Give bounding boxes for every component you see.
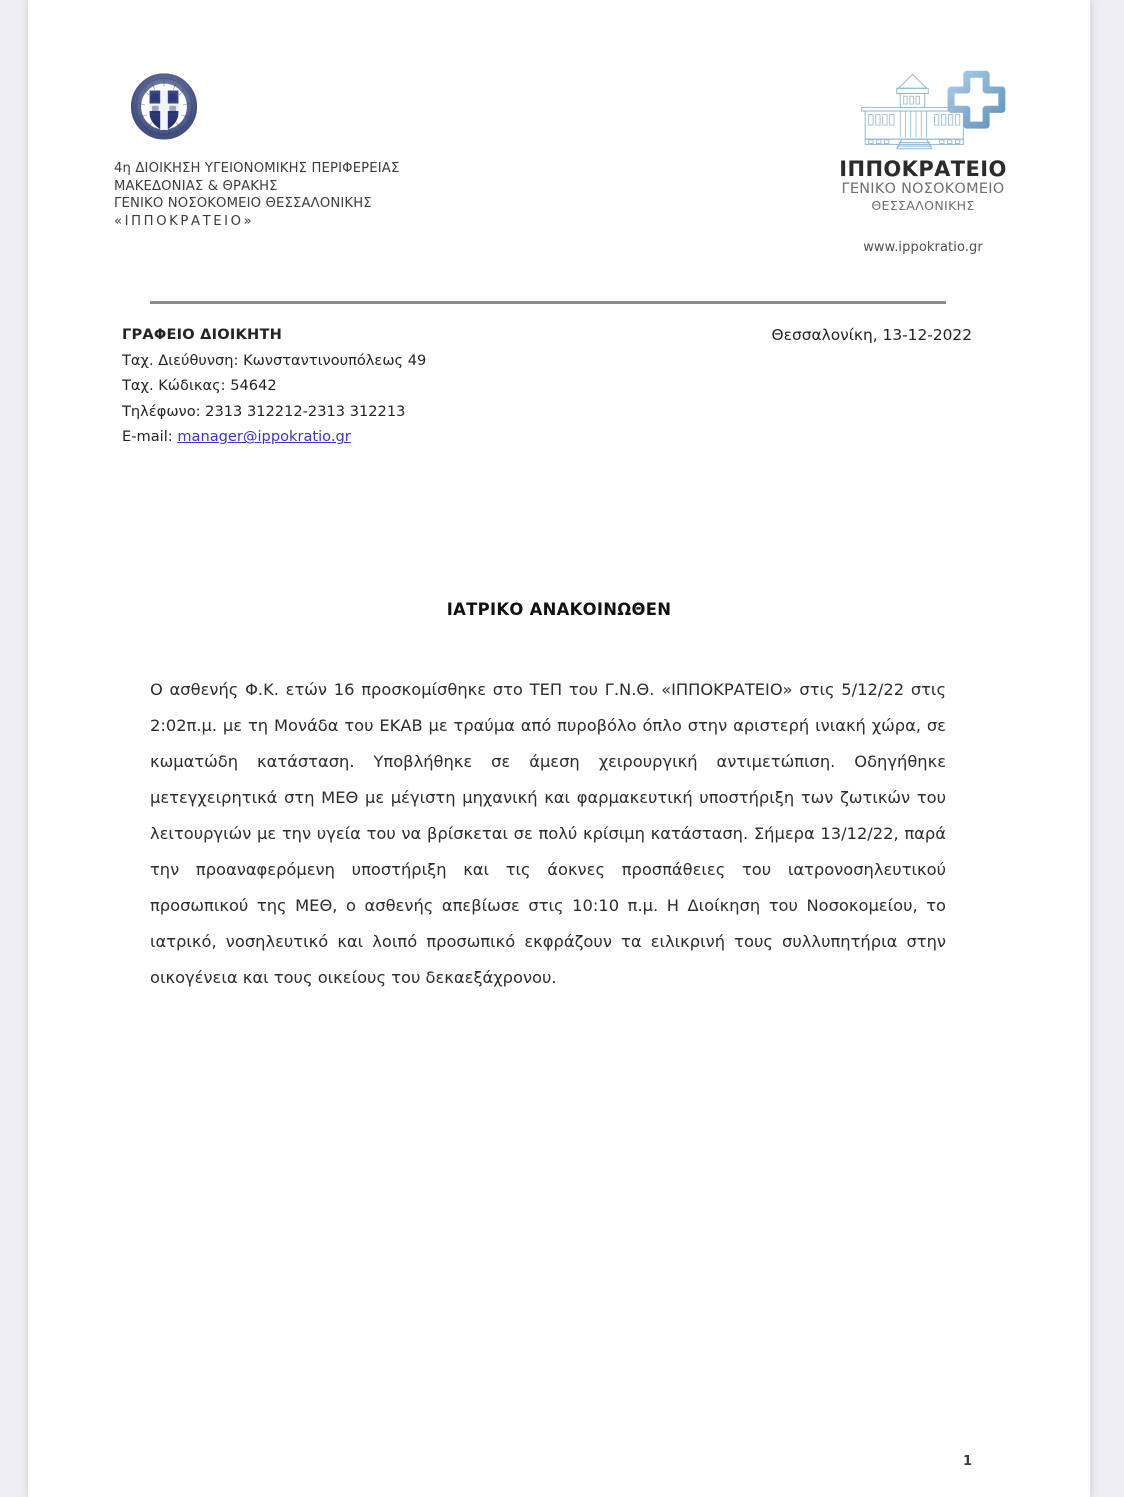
greek-coat-of-arms-icon xyxy=(126,68,202,148)
hospital-website: www.ippokratio.gr xyxy=(863,240,983,255)
authority-line-2: ΜΑΚΕΔΟΝΙΑΣ & ΘΡΑΚΗΣ xyxy=(114,178,278,194)
hospital-subtitle-city: ΘΕΣΣΑΛΟΝΙΚΗΣ xyxy=(871,198,975,213)
office-title: ΓΡΑΦΕΙΟ ΔΙΟΙΚΗΤΗ xyxy=(122,326,283,343)
email-row xyxy=(122,424,426,450)
email-label: E-mail: xyxy=(122,428,178,446)
hospital-logo-block xyxy=(818,62,1028,255)
page-title: ΙΑΤΡΙΚΟ ΑΝΑΚΟΙΝΩΘΕΝ xyxy=(446,600,672,619)
contact-address-block xyxy=(122,322,426,450)
page-number: 1 xyxy=(962,1454,972,1469)
authority-line-1: 4η ΔΙΟΙΚΗΣΗ ΥΓΕΙΟΝΟΜΙΚΗΣ ΠΕΡΙΦΕΡΕΙΑΣ xyxy=(114,161,400,176)
postal-address: Ταχ. Διεύθυνση: Κωνσταντινουπόλεως 49 xyxy=(122,351,427,369)
document-page xyxy=(28,0,1090,1497)
contact-and-date-block xyxy=(28,322,1090,446)
hospital-building-cross-icon xyxy=(835,62,1011,154)
letterhead xyxy=(28,0,1090,290)
postal-code: Ταχ. Κώδικας: 54642 xyxy=(122,377,277,395)
header-divider xyxy=(150,301,946,304)
hospital-subtitle-general: ΓΕΝΙΚΟ ΝΟΣΟΚΟΜΕΙΟ xyxy=(841,181,1005,197)
city-date: Θεσσαλονίκη, 13-12-2022 xyxy=(771,326,972,344)
email-link[interactable]: manager@ippokratio.gr xyxy=(177,428,351,446)
authority-line-4: «ΙΠΠΟΚΡΑΤΕΙΟ» xyxy=(114,213,255,229)
phone-numbers: Τηλέφωνο: 2313 312212-2313 312213 xyxy=(122,402,406,420)
government-header-lines xyxy=(114,160,514,230)
government-header-block xyxy=(114,68,514,230)
announcement-paragraph: Ο ασθενής Φ.Κ. ετών 16 προσκομίσθηκε στο ΤΕΠ του Γ.Ν.Θ. «ΙΠΠΟΚΡΑΤΕΙΟ» στις 5/12/22 στις 2:02π.μ. με τη Μονάδα του ΕΚΑΒ με τραύμα από πυροβόλο όπλο στην αριστερή ινιακή χώρα, σε κωματώδη κατάσταση. Υποβλήθηκε σε άμεση χειρουργική αντιμετώπιση. Οδηγήθηκε μετεγχειρητικά στη ΜΕΘ με μέγιστη μηχανική και φαρμακευτική υποστήριξη των ζωτικών του λειτουργιών με την υγεία του να βρίσκεται σε πολύ κρίσιμη κατάσταση. Σήμερα 13/12/22, παρά την προαναφερόμενη υποστήριξη και τις άοκνες προσπάθειες του ιατρονοσηλευτικού προσωπικού της ΜΕΘ, ο ασθενής απεβίωσε στις 10:10 π.μ. Η Διοίκηση του Νοσοκομείου, το ιατρικό, νοσηλευτικό και λοιπό προσωπικό εκφράζουν τα ειλικρινή τους συλλυπητήρια στην οικογένεια και τους οικείους του δεκαεξάχρονου. xyxy=(150,680,946,987)
hospital-name: ΙΠΠΟΚΡΑΤΕΙΟ xyxy=(839,157,1007,181)
authority-line-3: ΓΕΝΙΚΟ ΝΟΣΟΚΟΜΕΙΟ ΘΕΣΣΑΛΟΝΙΚΗΣ xyxy=(114,196,372,211)
